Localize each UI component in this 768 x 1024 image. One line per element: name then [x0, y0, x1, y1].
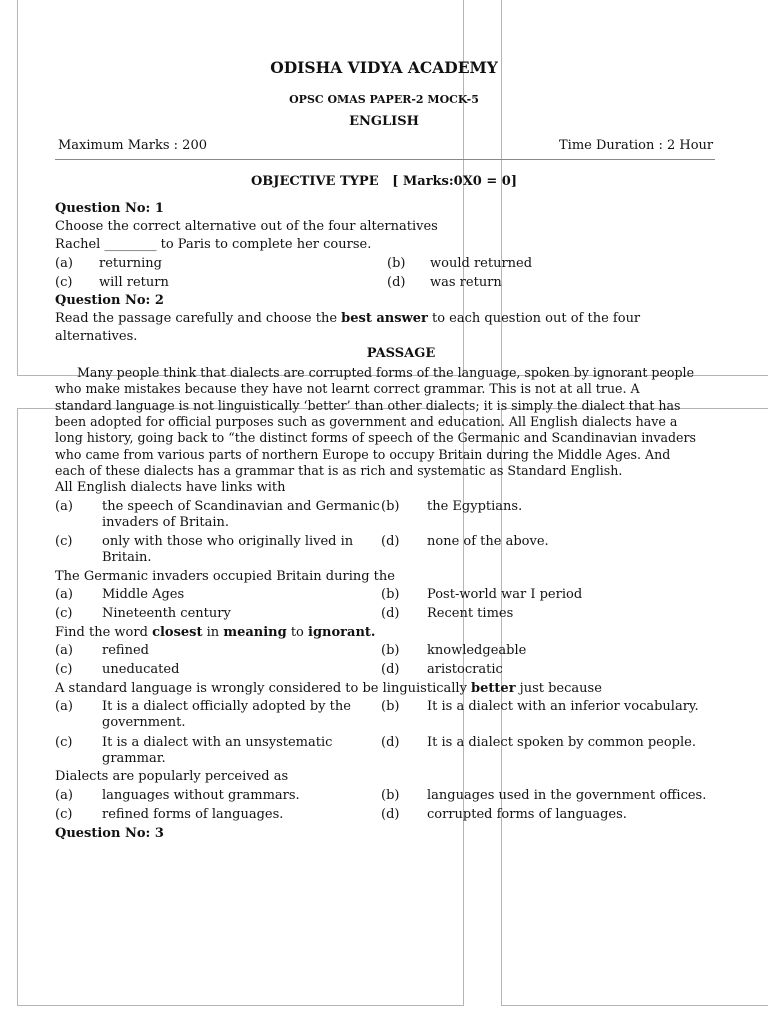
sub2-a-key: (a): [55, 587, 73, 602]
sub5-b-key: (b): [381, 788, 400, 803]
sub3-option-c[interactable]: uneducated: [102, 662, 180, 677]
q1-option-c[interactable]: will return: [99, 275, 169, 290]
time-duration: Time Duration : 2 Hour: [559, 138, 714, 153]
max-marks: Maximum Marks : 200: [58, 138, 207, 153]
paper-title: OPSC OMAS PAPER-2 MOCK-5: [289, 93, 479, 106]
sub3-stem-4: meaning: [223, 625, 287, 640]
passage-line: been adopted for official purposes such as government and education. All English dialects have a: [55, 413, 678, 429]
q1-label: Question No: 1: [55, 201, 164, 216]
sub1-option-c-cont: Britain.: [102, 550, 152, 565]
objective-heading: [0, 174, 768, 189]
sub3-stem-1: Find the word: [55, 625, 153, 640]
sub1-c-key: (c): [55, 534, 73, 549]
passage-title: PASSAGE: [366, 346, 436, 361]
sub4-b-key: (b): [381, 699, 400, 714]
sub2-c-key: (c): [55, 606, 73, 621]
sub3-b-key: (b): [381, 643, 400, 658]
sub3-option-b[interactable]: knowledgeable: [427, 643, 527, 658]
sub3-stem-3: in: [202, 625, 224, 640]
q1-option-c-key: (c): [55, 275, 73, 290]
passage-line: each of these dialects has a grammar that is as rich and systematic as Standard English.: [55, 462, 623, 478]
sub4-stem: [55, 681, 602, 696]
passage-line: who came from various parts of northern Europe to occupy Britain during the Middle Ages. And: [55, 446, 671, 462]
sub1-option-d[interactable]: none of the above.: [427, 534, 549, 549]
sub4-option-c-cont: grammar.: [102, 751, 166, 766]
passage-line: standard language is not linguistically ‘better’ than other dialects; it is simply the dialect that has: [55, 397, 681, 413]
marks-info: [ Marks:0X0 = 0]: [392, 174, 517, 189]
q2-instr-bold: best answer: [341, 311, 428, 326]
sub5-option-c[interactable]: refined forms of languages.: [102, 807, 284, 822]
sub4-option-a[interactable]: It is a dialect officially adopted by the: [102, 699, 351, 714]
sub2-d-key: (d): [381, 606, 400, 621]
q1-sentence: Rachel ________ to Paris to complete her course.: [55, 237, 372, 252]
q1-option-d-key: (d): [387, 275, 406, 290]
sub4-stem-3: just because: [515, 681, 602, 696]
institute-title: ODISHA VIDYA ACADEMY: [270, 58, 498, 77]
objective-type: OBJECTIVE TYPE: [250, 174, 379, 189]
sub1-a-key: (a): [55, 499, 73, 514]
sub1-option-c[interactable]: only with those who originally lived in: [102, 534, 354, 549]
q2-instruction: [55, 311, 640, 326]
sub5-option-d[interactable]: corrupted forms of languages.: [427, 807, 627, 822]
sub2-option-d[interactable]: Recent times: [427, 606, 514, 621]
sub5-option-a[interactable]: languages without grammars.: [102, 788, 300, 803]
sub3-d-key: (d): [381, 662, 400, 677]
sub4-a-key: (a): [55, 699, 73, 714]
sub1-option-b[interactable]: the Egyptians.: [427, 499, 523, 514]
sub1-stem: All English dialects have links with: [55, 480, 286, 495]
sub5-a-key: (a): [55, 788, 73, 803]
sub4-stem-2: better: [471, 681, 516, 696]
sub2-b-key: (b): [381, 587, 400, 602]
passage-line: who make mistakes because they have not learnt correct grammar. This is not at all true. A: [55, 381, 640, 397]
q1-option-d[interactable]: was return: [430, 275, 502, 290]
q1-option-b-key: (b): [387, 256, 406, 271]
sub2-stem: The Germanic invaders occupied Britain during the: [55, 569, 395, 584]
sub2-option-b[interactable]: Post-world war I period: [427, 587, 583, 602]
sub1-b-key: (b): [381, 499, 400, 514]
passage-line: Many people think that dialects are corrupted forms of the language, spoken by ignorant people: [77, 365, 695, 380]
sub4-d-key: (d): [381, 735, 400, 750]
sub1-d-key: (d): [381, 534, 400, 549]
sub3-a-key: (a): [55, 643, 73, 658]
sub3-stem-2: closest: [152, 625, 203, 640]
sub4-option-a-cont: government.: [102, 715, 186, 730]
passage-line: long history, going back to “the distinct forms of speech of the Germanic and Scandinavian invaders: [55, 430, 696, 446]
q1-option-a[interactable]: returning: [99, 256, 162, 271]
sub4-c-key: (c): [55, 735, 73, 750]
sub3-c-key: (c): [55, 662, 73, 677]
sub2-option-a[interactable]: Middle Ages: [102, 587, 185, 602]
sub5-stem: Dialects are popularly perceived as: [55, 769, 289, 784]
sub2-option-c[interactable]: Nineteenth century: [102, 606, 231, 621]
q3-label: Question No: 3: [55, 826, 164, 841]
sub1-option-a[interactable]: the speech of Scandinavian and Germanic: [102, 499, 380, 514]
sub4-option-c[interactable]: It is a dialect with an unsystematic: [102, 735, 333, 750]
q2-instr-post: to each question out of the four: [427, 311, 641, 326]
q2-label: Question No: 2: [55, 293, 164, 308]
q2-instr-pre: Read the passage carefully and choose the: [55, 311, 342, 326]
sub4-stem-1: A standard language is wrongly considered to be linguistically: [55, 681, 472, 696]
q2-instruction-cont: alternatives.: [55, 329, 138, 344]
sub3-option-d[interactable]: aristocratic: [427, 662, 503, 677]
subject-title: ENGLISH: [349, 114, 419, 129]
sub3-stem-5: to: [286, 625, 309, 640]
sub3-stem-6: ignorant.: [308, 625, 376, 640]
q1-option-a-key: (a): [55, 256, 73, 271]
q1-option-b[interactable]: would returned: [430, 256, 533, 271]
sub3-stem: [55, 625, 375, 640]
sub5-option-b[interactable]: languages used in the government offices.: [427, 788, 707, 803]
sub1-option-a-cont: invaders of Britain.: [102, 515, 229, 530]
sub3-option-a[interactable]: refined: [102, 643, 149, 658]
sub5-d-key: (d): [381, 807, 400, 822]
sub5-c-key: (c): [55, 807, 73, 822]
q1-instruction: Choose the correct alternative out of the four alternatives: [55, 219, 438, 234]
sub4-option-b[interactable]: It is a dialect with an inferior vocabulary.: [427, 699, 699, 714]
header-divider: [55, 159, 715, 160]
sub4-option-d[interactable]: It is a dialect spoken by common people.: [427, 735, 696, 750]
